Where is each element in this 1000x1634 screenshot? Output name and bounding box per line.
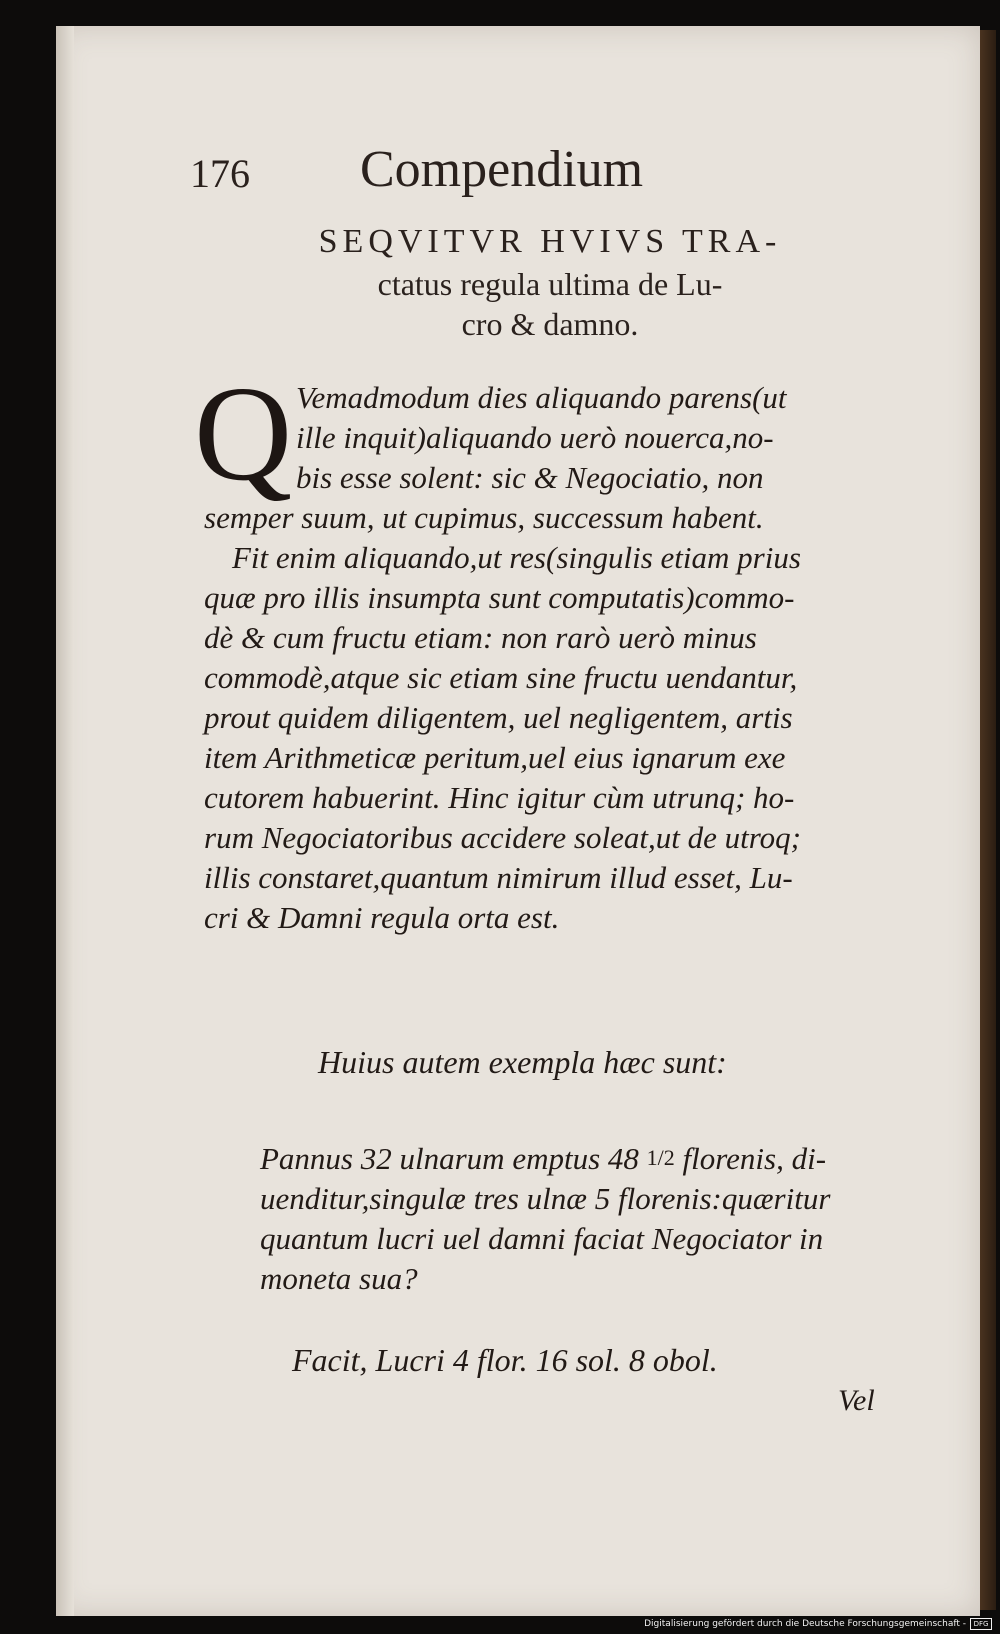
paragraph-2-line: item Arithmeticæ peritum,uel eius ignarum exe (204, 740, 786, 775)
paragraph-2-line: cutorem habuerint. Hinc igitur cùm utrunq; ho- (204, 780, 795, 815)
example-text: florenis, di- (682, 1141, 827, 1176)
title-line-2: ctatus regula ultima de Lu- (377, 266, 723, 302)
example-line: quantum lucri uel damni faciat Negociator in (260, 1221, 824, 1256)
title-line-3: cro & damno. (461, 306, 639, 342)
example-text: Pannus 32 ulnarum emptus 48 (260, 1141, 639, 1176)
running-head: Compendium (360, 141, 644, 198)
page-number: 176 (190, 151, 250, 196)
example-problem (260, 1138, 900, 1299)
example-line: moneta sua? (260, 1261, 418, 1296)
paragraph-1-line: ille inquit)aliquando uerò nouerca,no- (296, 420, 774, 455)
paragraph-2-line: dè & cum fructu etiam: non rarò uerò minus (204, 620, 757, 655)
body-text (194, 359, 894, 938)
paragraph-2-line: commodè,atque sic etiam sine fructu uendantur, (204, 660, 798, 695)
paragraph-2-line: prout quidem diligentem, uel negligentem, artis (204, 700, 793, 735)
drop-cap: Q (194, 359, 293, 509)
examples-subheading: Huius autem exempla hæc sunt: (318, 1044, 727, 1080)
paragraph-2-line: rum Negociatoribus accidere soleat,ut de utroq; (204, 820, 801, 855)
catchword: Vel (838, 1384, 875, 1417)
paragraph-2-line: cri & Damni regula orta est. (204, 900, 560, 935)
example-line: uenditur,singulæ tres ulnæ 5 florenis:quæritur (260, 1181, 831, 1216)
page-header (190, 140, 750, 200)
example-result: Facit, Lucri 4 flor. 16 sol. 8 obol. (292, 1342, 718, 1378)
footer-text: Digitalisierung gefördert durch die Deutsche Forschungsgemeinschaft - (644, 1619, 966, 1629)
paragraph-1-line: bis esse solent: sic & Negociatio, non (296, 460, 764, 495)
paragraph-2-line: illis constaret,quantum nimirum illud esset, Lu- (204, 860, 793, 895)
page-gutter (56, 26, 74, 1616)
example-line (260, 1138, 900, 1179)
paragraph-1-line: semper suum, ut cupimus, successum habent. (204, 500, 764, 535)
title-line-1: SEQVITVR HVIVS TRA- (318, 223, 782, 260)
paragraph-2-line: Fit enim aliquando,ut res(singulis etiam prius (232, 540, 801, 575)
dfg-logo: DFG (970, 1618, 992, 1630)
section-title (220, 220, 880, 344)
paragraph-1-line: Vemadmodum dies aliquando parens(ut (296, 380, 787, 415)
paragraph-2-line: quæ pro illis insumpta sunt computatis)commo- (204, 580, 795, 615)
fraction: 1/2 (646, 1145, 675, 1170)
digitization-footer (644, 1618, 992, 1630)
